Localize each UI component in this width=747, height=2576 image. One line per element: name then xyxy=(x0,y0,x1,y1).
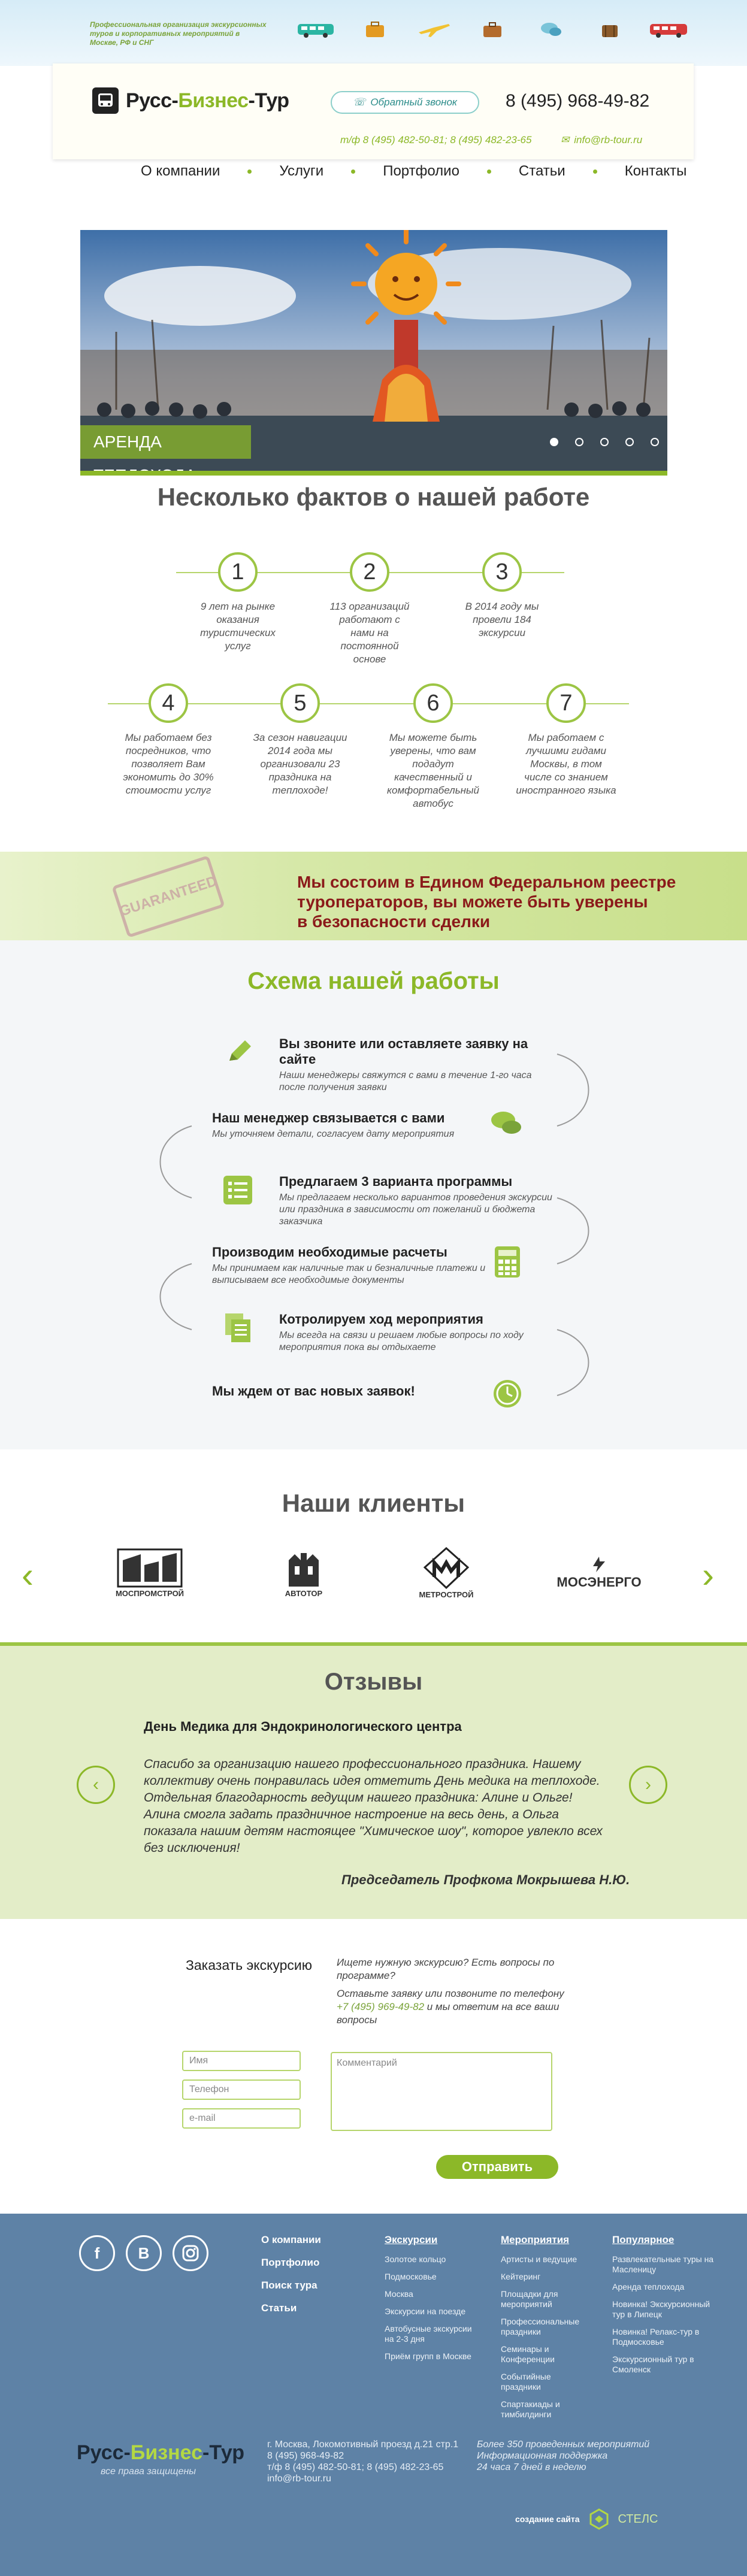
scheme-step-4 xyxy=(212,1245,488,1287)
fact-2 xyxy=(307,552,433,666)
footer-link[interactable]: Приём групп в Москве xyxy=(385,2351,471,2361)
creator-label: создание сайта xyxy=(515,2514,580,2524)
footer-link[interactable]: Аренда теплохода xyxy=(612,2282,685,2292)
fact-text: Мы работаем с лучшими гидами Москвы, в том числе со знанием иностранного языка xyxy=(516,732,616,796)
mosenergo-logo-icon xyxy=(590,1555,608,1573)
footer-logo-part: -Тур xyxy=(202,2441,245,2464)
step-desc: Наши менеджеры свяжутся с вами в течение 1-го часа после получения заявки xyxy=(279,1070,532,1092)
fact-number: 4 xyxy=(149,683,188,723)
email-input[interactable]: e-mail xyxy=(182,2108,301,2129)
footer-stat: Более 350 проведенных мероприятий xyxy=(477,2439,650,2450)
plane-icon[interactable] xyxy=(412,20,455,38)
nav-separator xyxy=(351,169,355,174)
registry-line: Мы состоим в Едином Федеральном реестре xyxy=(297,873,676,891)
footer-address-line: г. Москва, Локомотивный проезд д.21 стр.1 xyxy=(267,2439,459,2450)
footer-col-excursions xyxy=(385,2234,474,2369)
footer-address xyxy=(267,2439,458,2484)
name-input[interactable]: Имя xyxy=(182,2051,301,2071)
fact-number: 1 xyxy=(218,552,258,592)
comment-textarea[interactable]: Комментарий xyxy=(331,2052,552,2131)
slider-dot[interactable] xyxy=(575,438,583,446)
guaranteed-stamp: GUARANTEED xyxy=(111,855,225,938)
step-desc: Мы принимаем как наличные так и безналичные платежи и выписываем все необходимые документы xyxy=(212,1263,486,1285)
client-label: МОСЭНЕРГО xyxy=(557,1575,642,1590)
phones-small: т/ф 8 (495) 482-50-81; 8 (495) 482-23-65 xyxy=(340,134,532,146)
nav-separator xyxy=(247,169,252,174)
fact-4 xyxy=(105,683,231,797)
footer-link[interactable]: Профессиональные праздники xyxy=(501,2317,580,2336)
fact-7 xyxy=(503,683,629,797)
footer-link[interactable]: Москва xyxy=(385,2289,413,2299)
mospromstroy-logo-icon xyxy=(117,1548,183,1588)
send-button[interactable]: Отправить xyxy=(436,2155,558,2179)
phone-handset-icon: ☏ xyxy=(353,96,366,108)
scheme-title: Схема нашей работы xyxy=(247,968,500,994)
fact-5 xyxy=(237,683,363,797)
client-label: АВТОТОР xyxy=(285,1588,323,1598)
clients-prev-arrow[interactable]: ‹ xyxy=(22,1555,34,1595)
bus-logo-icon xyxy=(92,87,119,114)
fact-text: Мы можете быть уверены, что вам подадут качественный и комфортабельный автобус xyxy=(387,732,479,809)
avtotor-logo-icon xyxy=(283,1548,325,1588)
footer-logo[interactable] xyxy=(77,2441,244,2465)
scheme-step-1 xyxy=(279,1036,555,1094)
step-desc: Мы всегда на связи и решаем любые вопросы по ходу мероприятия пока вы отдыхаете xyxy=(279,1330,524,1352)
footer-main-links xyxy=(261,2234,321,2325)
nav-separator xyxy=(593,169,597,174)
instagram-icon[interactable] xyxy=(173,2235,208,2271)
footer-link[interactable]: Семинары и Конференции xyxy=(501,2344,555,2364)
footer-col-popular xyxy=(612,2234,720,2382)
order-note xyxy=(337,1956,564,2027)
logo-part2: Бизнес xyxy=(178,89,249,112)
nav-portfolio[interactable]: Портфолио xyxy=(383,163,459,179)
footer-rights: все права защищены xyxy=(101,2466,196,2477)
logo[interactable] xyxy=(92,87,289,114)
footer-email[interactable]: info@rb-tour.ru xyxy=(267,2474,331,2484)
footer-logo-part: Бизнес xyxy=(130,2441,203,2464)
footer-phones: т/ф 8 (495) 482-50-81; 8 (495) 482-23-65 xyxy=(267,2462,444,2472)
scheme-step-6 xyxy=(212,1384,488,1399)
footer xyxy=(0,2214,747,2576)
stels-logo-icon xyxy=(588,2508,610,2530)
fact-number: 6 xyxy=(413,683,453,723)
top-strip xyxy=(0,0,747,66)
slider-dot[interactable] xyxy=(600,438,609,446)
site-creator[interactable] xyxy=(515,2508,658,2530)
logo-text xyxy=(126,89,289,113)
order-note-line xyxy=(337,1987,564,2027)
logo-part1: Русс- xyxy=(126,89,179,112)
step-title: Предлагаем 3 варианта программы xyxy=(279,1174,513,1189)
nav-about[interactable]: О компании xyxy=(141,163,220,179)
footer-link[interactable]: Кейтеринг xyxy=(501,2272,541,2281)
list-icon xyxy=(220,1173,255,1207)
review-title: День Медика для Эндокринологического центра xyxy=(144,1719,462,1734)
footer-link[interactable]: Экскурсии на поезде xyxy=(385,2306,466,2316)
main-nav xyxy=(141,163,686,180)
footer-stat: Информационная поддержка xyxy=(477,2451,608,2461)
footer-link-about[interactable]: О компании xyxy=(261,2234,321,2245)
fact-number: 2 xyxy=(350,552,389,592)
fact-number: 5 xyxy=(280,683,320,723)
work-scheme xyxy=(0,940,747,1449)
footer-link[interactable]: Развлекательные туры на Масленицу xyxy=(612,2254,714,2274)
footer-link[interactable]: Подмосковье xyxy=(385,2272,437,2281)
footer-stat: 24 часа 7 дней в неделю xyxy=(477,2462,586,2472)
luggage-icon[interactable] xyxy=(588,20,631,38)
footer-link-tour-search[interactable]: Поиск тура xyxy=(261,2280,317,2291)
fact-3 xyxy=(439,552,565,640)
fact-text: 113 организаций работают с нами на постоянной основе xyxy=(329,601,410,665)
footer-stats xyxy=(477,2439,649,2473)
reviews-title: Отзывы xyxy=(324,1669,423,1695)
footer-logo-part: Русс- xyxy=(77,2441,131,2464)
fact-text: 9 лет на рынке оказания туристических услуг xyxy=(200,601,276,652)
creator-name: СТЕЛС xyxy=(618,2512,658,2526)
step-desc: Мы предлагаем несколько вариантов проведения экскурсии или праздника в зависимости от пожеланий и бюджета заказчика xyxy=(279,1192,552,1227)
footer-col-events xyxy=(501,2234,585,2427)
header xyxy=(53,63,694,159)
slider-dot[interactable] xyxy=(625,438,634,446)
slider-dot[interactable] xyxy=(550,438,558,446)
order-note-text: и мы ответим на все ваши вопросы xyxy=(337,2001,560,2026)
registry-line: в безопасности сделки xyxy=(297,912,491,931)
header-email[interactable] xyxy=(561,134,642,146)
review-body: Спасибо за организацию нашего профессионального праздника. Нашему коллективу очень понравилась идея отметить День медика на теплоходе. Отдельная благодарность ведущим нашего праздника: Алине и Ольге! Алина смогла задать праздничное настроение на весь день, а Ольга показала нашим детям настоящее "Химическое шоу", которое увлекло всех без исключения! xyxy=(144,1757,603,1855)
footer-link[interactable]: Автобусные экскурсии на 2-3 дня xyxy=(385,2324,472,2344)
order-note-line: Ищете нужную экскурсию? Есть вопросы по программе? xyxy=(337,1957,555,1981)
footer-link-articles[interactable]: Статьи xyxy=(261,2302,297,2314)
fact-text: Мы работаем без посредников, что позволяет Вам экономить до 30% стоимости услуг xyxy=(123,732,214,796)
fact-number: 3 xyxy=(482,552,522,592)
scheme-step-5 xyxy=(279,1312,531,1354)
chat-icon[interactable] xyxy=(530,20,573,38)
documents-icon xyxy=(222,1310,256,1345)
fact-text: В 2014 году мы провели 184 экскурсии xyxy=(465,601,539,638)
footer-link[interactable]: Золотое кольцо xyxy=(385,2254,446,2264)
fact-number: 7 xyxy=(546,683,586,723)
vkontakte-icon[interactable]: B xyxy=(126,2235,162,2271)
client-mosenergo[interactable] xyxy=(557,1543,641,1603)
registry-text xyxy=(297,872,676,931)
footer-col-head[interactable]: Мероприятия xyxy=(501,2234,570,2245)
fact-6 xyxy=(370,683,496,810)
footer-col-head[interactable]: Популярное xyxy=(612,2234,675,2245)
envelope-icon: ✉ xyxy=(561,134,570,146)
phone-input[interactable]: Телефон xyxy=(182,2079,301,2100)
callback-label: Обратный звонок xyxy=(370,96,457,108)
slider-dots xyxy=(550,438,659,446)
review-author: Председатель Профкома Мокрышева Н.Ю. xyxy=(341,1872,630,1887)
logo-part3: -Тур xyxy=(248,89,289,112)
footer-link[interactable]: Событийные праздники xyxy=(501,2372,551,2392)
suitcase-icon[interactable] xyxy=(471,20,514,38)
fact-text: За сезон навигации 2014 года мы организовали 23 праздника на теплоходе! xyxy=(253,732,347,796)
reviews-next-arrow[interactable]: › xyxy=(629,1766,667,1804)
client-label: МЕТРОСТРОЙ xyxy=(419,1590,474,1599)
footer-link[interactable]: Новинка! Экскурсионный тур в Липецк xyxy=(612,2299,710,2319)
scheme-step-2 xyxy=(212,1110,488,1140)
slider-caption: АРЕНДА xyxy=(80,425,251,459)
nav-services[interactable]: Услуги xyxy=(279,163,324,179)
slider-accent-bar xyxy=(80,471,667,476)
callback-button[interactable] xyxy=(331,91,479,114)
facts-title: Несколько фактов о нашей работе xyxy=(157,483,590,511)
clock-icon xyxy=(490,1376,525,1411)
main-phone: 8 (495) 968-49-82 xyxy=(506,91,650,111)
reviews-section xyxy=(0,1642,747,1919)
nav-contacts[interactable]: Контакты xyxy=(624,163,687,179)
footer-link[interactable]: Артисты и ведущие xyxy=(501,2254,577,2264)
calculator-icon xyxy=(490,1245,525,1279)
clients-title: Наши клиенты xyxy=(282,1489,465,1517)
step-title: Вы звоните или оставляете заявку на сайте xyxy=(279,1036,528,1067)
speech-bubbles-icon xyxy=(489,1106,524,1140)
step-title: Производим необходимые расчеты xyxy=(212,1245,447,1260)
pencil-icon xyxy=(223,1034,258,1068)
bus-red-icon[interactable] xyxy=(647,20,690,38)
footer-col-head[interactable]: Экскурсии xyxy=(385,2234,438,2245)
tagline: Профессиональная организация экскурсионных туров и корпоративных мероприятий в Москве, РФ и СНГ xyxy=(90,20,267,47)
registry-line: туроператоров, вы можете быть уверены xyxy=(297,892,648,911)
order-note-text: Оставьте заявку или позвоните по телефону xyxy=(337,1988,564,1999)
client-label: МОСПРОМСТРОЙ xyxy=(115,1588,185,1598)
footer-link[interactable]: Новинка! Релакс-тур в Подмосковье xyxy=(612,2327,700,2347)
slider-dot[interactable] xyxy=(651,438,659,446)
client-mospromstroy[interactable] xyxy=(114,1543,186,1603)
order-title: Заказать экскурсию xyxy=(186,1957,313,1973)
step-title: Котролируем ход мероприятия xyxy=(279,1312,483,1327)
nav-articles[interactable]: Статьи xyxy=(518,163,565,179)
service-icons xyxy=(295,20,690,38)
metrostroy-logo-icon xyxy=(424,1547,469,1589)
scheme-step-3 xyxy=(279,1174,561,1228)
briefcase-icon[interactable] xyxy=(353,20,397,38)
nav-separator xyxy=(487,169,491,174)
client-avtotor[interactable] xyxy=(271,1543,337,1603)
hero-slider[interactable] xyxy=(80,230,667,476)
step-desc: Мы уточняем детали, согласуем дату мероприятия xyxy=(212,1129,455,1139)
order-phone-link[interactable]: +7 (495) 969-49-82 xyxy=(337,2001,425,2012)
footer-link[interactable]: Площадки для мероприятий xyxy=(501,2289,558,2309)
footer-link-portfolio[interactable]: Портфолио xyxy=(261,2257,320,2268)
footer-phone: 8 (495) 968-49-82 xyxy=(267,2451,344,2461)
footer-link[interactable]: Спартакиады и тимбилдинги xyxy=(501,2399,560,2419)
reviews-prev-arrow[interactable]: ‹ xyxy=(77,1766,115,1804)
client-metrostroy[interactable] xyxy=(413,1543,479,1603)
step-title: Мы ждем от вас новых заявок! xyxy=(212,1384,415,1399)
facebook-icon[interactable]: f xyxy=(79,2235,115,2271)
clients-next-arrow[interactable]: › xyxy=(702,1555,714,1595)
fact-1 xyxy=(175,552,301,653)
bus-icon[interactable] xyxy=(295,20,338,38)
registry-band xyxy=(0,852,747,940)
footer-link[interactable]: Экскурсионный тур в Смоленск xyxy=(612,2354,694,2374)
header-email-text: info@rb-tour.ru xyxy=(574,134,643,146)
step-title: Наш менеджер связывается с вами xyxy=(212,1110,445,1125)
